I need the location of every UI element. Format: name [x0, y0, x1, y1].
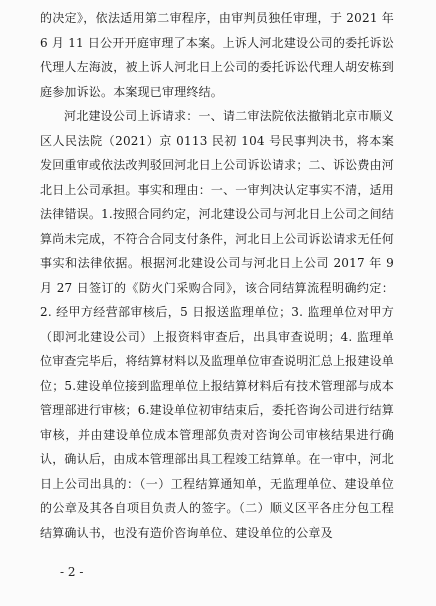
- paragraph-case-procedure: 的决定》，依法适用第二审程序，由审判员独任审理，于 2021 年 6 月 11 日公开开庭审理了本案。上诉人河北建设公司的委托诉讼代理人左海波，被上诉人河北日上公司的委托诉讼代理人胡安栋到庭参加诉讼。本案现已审理终结。: [40, 11, 394, 99]
- document-body: [40, 6, 394, 545]
- page-number: - 2 -: [60, 565, 84, 579]
- paragraph-appeal-claims: 河北建设公司上诉请求：一、请二审法院依法撤销北京市顺义区人民法院（2021）京 0113 民初 104 号民事判决书，将本案发回重审或依法改判驳回河北日上公司诉讼请求；二、诉讼费由河北日上公司承担。事实和理由：一、一审判决认定事实不清，适用法律错误。1.按照合同约定，河北建设公司与河北日上公司之间结算尚未完成，不符合合同支付条件，河北日上公司诉讼请求无任何事实和法律依据。根据河北建设公司与河北日上公司 2017 年 9 月 27 日签订的《防火门采购合同》，该合同结算流程明确约定：2. 经甲方经营部审核后，5 日报送监理单位；3. 监理单位对甲方（即河北建设公司）上报资料审查后，出具审查说明；4. 监理单位审查完毕后，将结算材料以及监理单位审查说明汇总上报建设单位；5.建设单位接到监理单位上报结算材料后有技术管理部与成本管理部进行审核；6.建设单位初审结束后，委托咨询公司进行结算审核，并由建设单位成本管理部负责对咨询公司审核结果进行确认，确认后，由成本管理部出具工程竣工结算单。在一审中，河北日上公司出具的：（一）工程结算通知单，无监理单位、建设单位的公章及其各自项目负责人的签字。（二）顺义区平各庄分包工程结算确认书，也没有造价咨询单位、建设单位的公章及: [40, 109, 394, 540]
